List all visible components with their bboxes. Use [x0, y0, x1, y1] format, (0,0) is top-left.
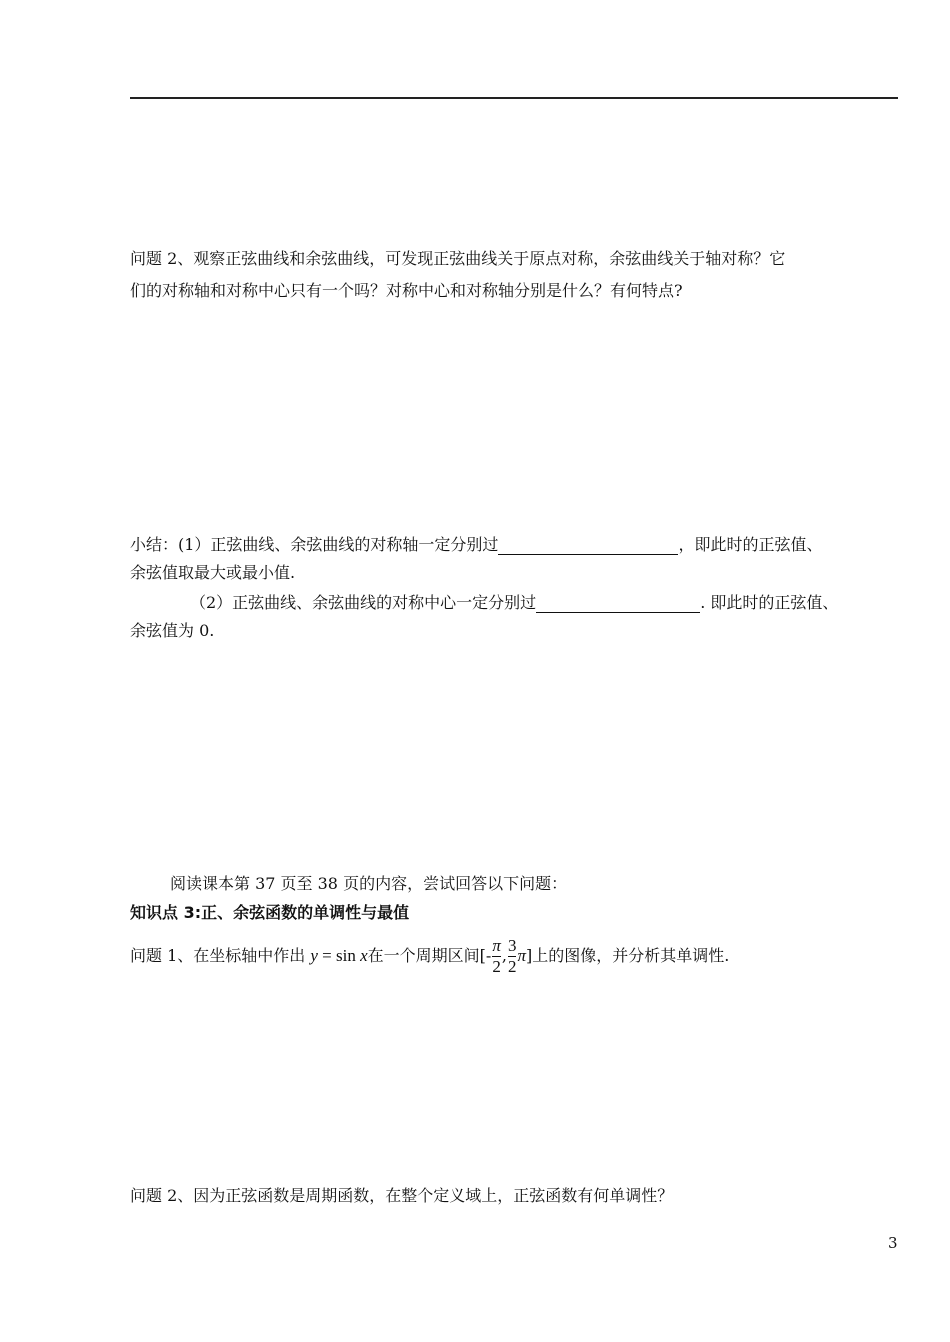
k3-question-1-prefix: 问题 1、在坐标轴中作出 [130, 946, 306, 965]
summary-2 [190, 593, 838, 613]
summary-2-text: （2）正弦曲线、余弦曲线的对称中心一定分别过 [190, 593, 537, 612]
page-number: 3 [888, 1234, 898, 1252]
summary-1-text: 小结：(1）正弦曲线、余弦曲线的对称轴一定分别过 [130, 535, 499, 554]
interval-open: [- [479, 946, 492, 965]
summary-2-cont: 余弦值为 0. [130, 621, 215, 640]
k3-question-1-middle: 在一个周期区间 [367, 946, 480, 965]
question-2-line-2: 们的对称轴和对称中心只有一个吗？对称中心和对称轴分别是什么？有何特点? [130, 281, 683, 300]
summary-1 [130, 535, 822, 555]
summary-2-blank[interactable] [536, 594, 700, 613]
top-rule [130, 97, 898, 99]
pi-symbol: π [517, 946, 526, 965]
k3-question-1 [130, 936, 729, 976]
fraction-pi-over-2: $\frac{\pi}{2}$ [492, 936, 501, 976]
fraction-3-over-2: $\frac{3}{2}$ [507, 936, 517, 976]
summary-2-tail: . 即此时的正弦值、 [700, 593, 839, 612]
reading-instruction: 阅读课本第 37 页至 38 页的内容，尝试回答以下问题： [170, 874, 568, 893]
summary-1-blank[interactable] [498, 536, 678, 555]
knowledge-point-3-heading: 知识点 3:正、余弦函数的单调性与最值 [130, 903, 410, 922]
k3-question-2: 问题 2、因为正弦函数是周期函数，在整个定义域上，正弦函数有何单调性？ [130, 1186, 674, 1205]
interval-comma: , [501, 946, 507, 965]
interval-close: ] [525, 946, 533, 965]
question-2-line-1: 问题 2、观察正弦曲线和余弦曲线，可发现正弦曲线关于原点对称，余弦曲线关于轴对称？它 [130, 249, 786, 268]
k3-question-1-suffix: 上的图像，并分析其单调性. [532, 946, 730, 965]
summary-1-cont: 余弦值取最大或最小值. [130, 563, 296, 582]
sine-function-formula: y = sin x [310, 946, 368, 965]
summary-1-tail: ，即此时的正弦值、 [678, 535, 823, 554]
